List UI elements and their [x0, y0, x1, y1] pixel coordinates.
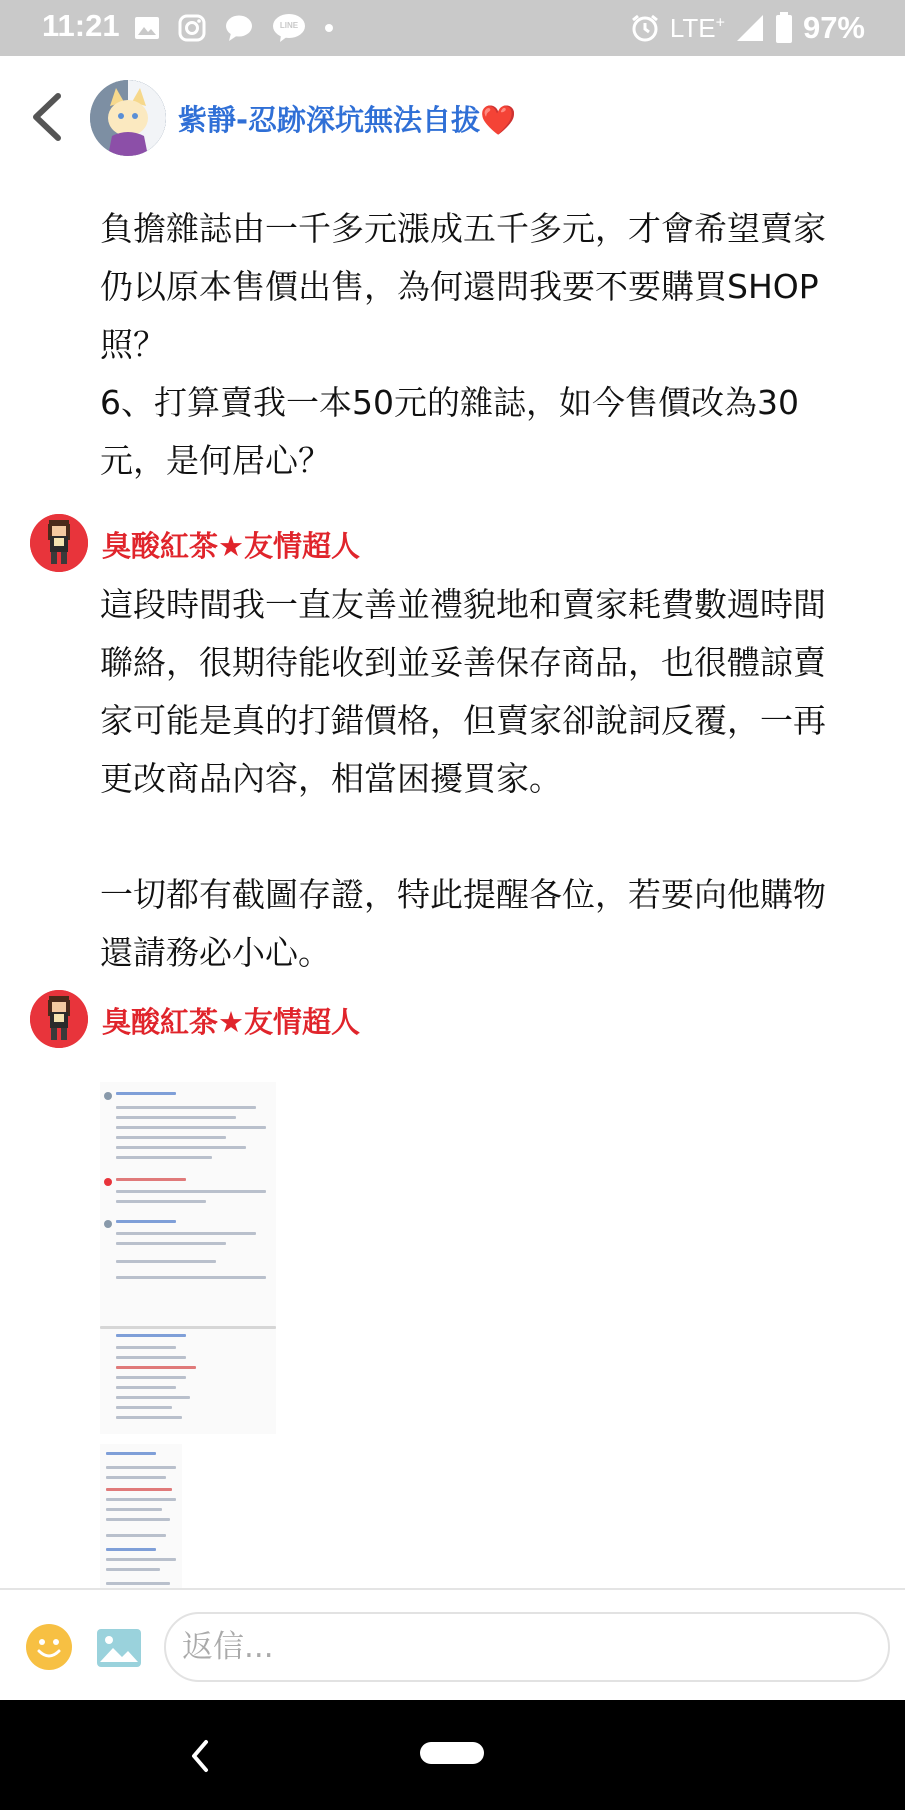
contact-avatar[interactable] — [90, 80, 166, 156]
network-plus: + — [715, 13, 725, 31]
instagram-icon — [178, 14, 206, 42]
sender-avatar[interactable] — [30, 514, 88, 572]
alarm-icon — [630, 13, 660, 43]
status-right — [630, 8, 865, 48]
chat-bubble-icon — [224, 14, 254, 42]
status-time: 11:21 — [42, 8, 120, 43]
more-notifications-dot-icon — [324, 23, 334, 33]
gallery-icon — [134, 16, 160, 40]
nav-back-icon[interactable] — [186, 1736, 216, 1776]
image-attach-icon[interactable] — [96, 1628, 142, 1668]
system-navigation-bar — [0, 1700, 905, 1810]
notification-icons — [134, 10, 334, 46]
attached-screenshot-image[interactable] — [100, 1082, 276, 1434]
attached-screenshot-image[interactable] — [100, 1444, 182, 1598]
battery-icon — [775, 12, 793, 44]
network-type-label: LTE — [669, 12, 716, 43]
smiley-icon — [26, 1624, 72, 1670]
status-bar — [0, 0, 905, 56]
heart-emoji: ❤️ — [480, 103, 517, 137]
reply-bar — [0, 1588, 905, 1700]
line-app-icon — [272, 13, 306, 43]
sender-name: 臭酸紅茶★友情超人 — [102, 1005, 360, 1039]
reply-input[interactable] — [164, 1612, 890, 1682]
signal-icon — [735, 13, 765, 43]
message-text: 這段時間我一直友善並禮貌地和賣家耗費數週時間 聯絡，很期待能收到並妥善保存商品，也很體諒賣 家可能是真的打錯價格，但賣家卻說詞反覆，一再 更改商品內容，相當困擾買家。 一切都有截圖存證，特此提醒各位，若要向他購物 還請務必小心。 — [100, 585, 826, 972]
battery-percentage: 97% — [802, 10, 865, 45]
nav-home-pill[interactable] — [420, 1742, 484, 1764]
conversation-title-text: 紫靜-忍跡深坑無法自拔 — [178, 103, 481, 137]
back-arrow-icon[interactable] — [26, 90, 70, 144]
sender-name: 臭酸紅茶★友情超人 — [102, 529, 360, 563]
network-type — [670, 13, 725, 44]
line-badge-label: LINE — [279, 21, 299, 30]
conversation-header — [0, 56, 905, 182]
sender-avatar[interactable] — [30, 990, 88, 1048]
message-text: 負擔雜誌由一千多元漲成五千多元，才會希望賣家 仍以原本售價出售，為何還問我要不要購買SHOP 照？ 6、打算賣我一本50元的雜誌，如今售價改為30 元，是何居心？ — [100, 209, 826, 480]
conversation-title — [178, 98, 516, 139]
emoji-button[interactable] — [26, 1624, 72, 1670]
